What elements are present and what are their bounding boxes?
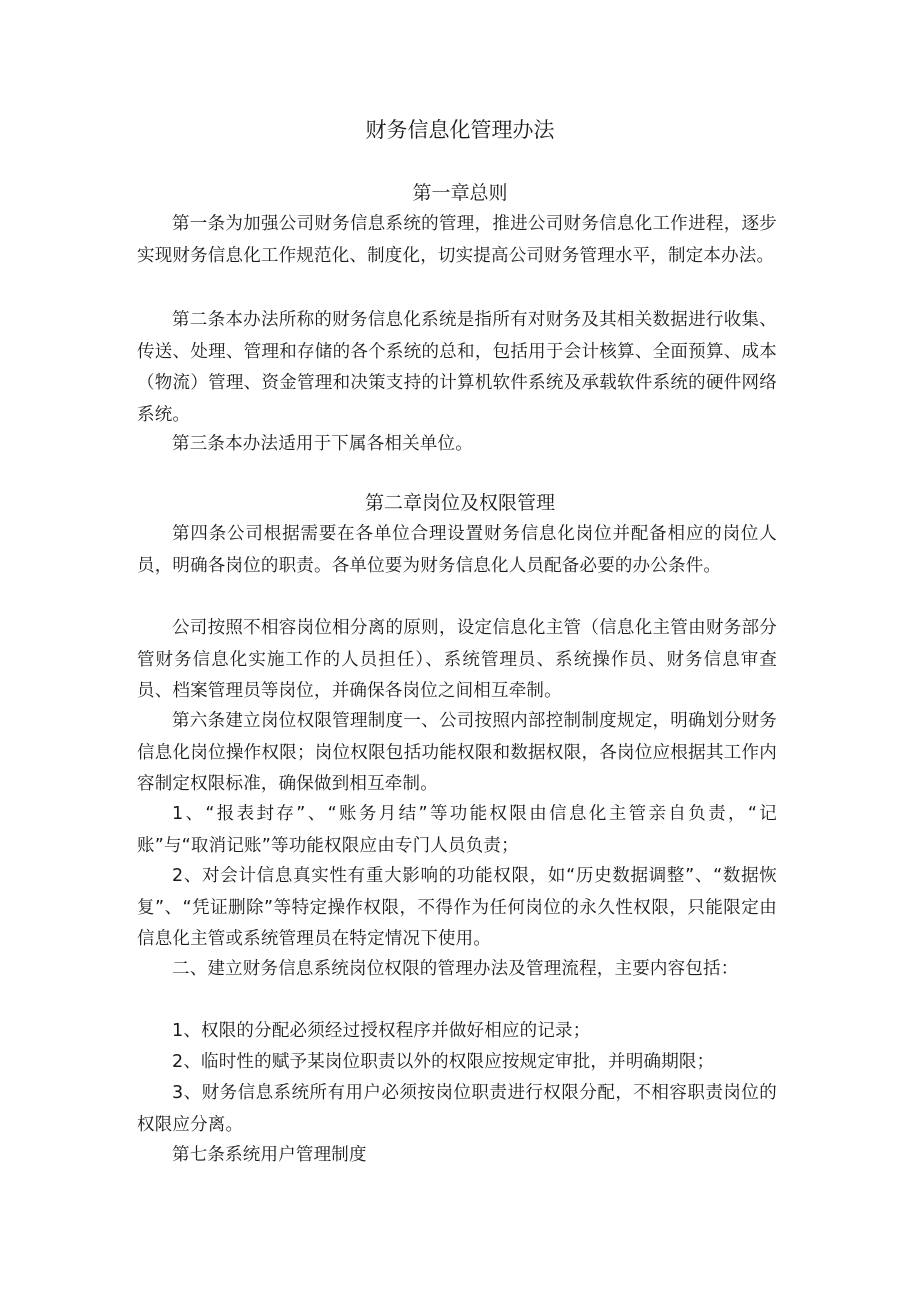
paragraph: 第一条为加强公司财务信息系统的管理，推进公司财务信息化工作进程，逐步实现财务信息化工作规范化、制度化，切实提高公司财务管理水平，制定本办法。 (137, 214, 777, 266)
paragraph: 第七条系统用户管理制度 (172, 1145, 367, 1165)
chapter-title: 第一章总则 (412, 182, 508, 204)
paragraph: 2、临时性的赋予某岗位职责以外的权限应按规定审批，并明确期限； (172, 1052, 715, 1072)
paragraph: 1、权限的分配必须经过授权程序并做好相应的记录； (172, 1021, 591, 1041)
paragraph: 第二条本办法所称的财务信息化系统是指所有对财务及其相关数据进行收集、传送、处理、管理和存储的各个系统的总和，包括用于会计核算、全面预算、成本（物流）管理、资金管理和决策支持的计算机软件系统及承载软件系统的硬件网络系统。 (137, 310, 777, 425)
paragraph: 第四条公司根据需要在各单位合理设置财务信息化岗位并配备相应的岗位人员，明确各岗位的职责。各单位要为财务信息化人员配备必要的办公条件。 (137, 524, 777, 576)
document-title: 财务信息化管理办法 (365, 118, 555, 142)
paragraph: 第三条本办法适用于下属各相关单位。 (172, 434, 473, 454)
paragraph: 第六条建立岗位权限管理制度一、公司按照内部控制制度规定，明确划分财务信息化岗位操作权限；岗位权限包括功能权限和数据权限，各岗位应根据其工作内容制定权限标准，确保做到相互牵制。 (137, 711, 777, 794)
paragraph: 2、对会计信息真实性有重大影响的功能权限，如“历史数据调整”、“数据恢复”、“凭证删除”等特定操作权限，不得作为任何岗位的永久性权限，只能限定由信息化主管或系统管理员在特定情况下使用。 (137, 866, 777, 949)
paragraph: 公司按照不相容岗位相分离的原则，设定信息化主管（信息化主管由财务部分管财务信息化实施工作的人员担任）、系统管理员、系统操作员、财务信息审查员、档案管理员等岗位，并确保各岗位之间相互牵制。 (137, 618, 777, 701)
paragraph: 二、建立财务信息系统岗位权限的管理办法及管理流程，主要内容包括： (172, 959, 739, 979)
paragraph: 1、“报表封存”、“账务月结”等功能权限由信息化主管亲自负责，“记账”与“取消记账”等功能权限应由专门人员负责； (137, 804, 777, 856)
chapter-title: 第二章岗位及权限管理 (364, 492, 555, 514)
paragraph: 3、财务信息系统所有用户必须按岗位职责进行权限分配，不相容职责岗位的权限应分离。 (137, 1083, 777, 1135)
